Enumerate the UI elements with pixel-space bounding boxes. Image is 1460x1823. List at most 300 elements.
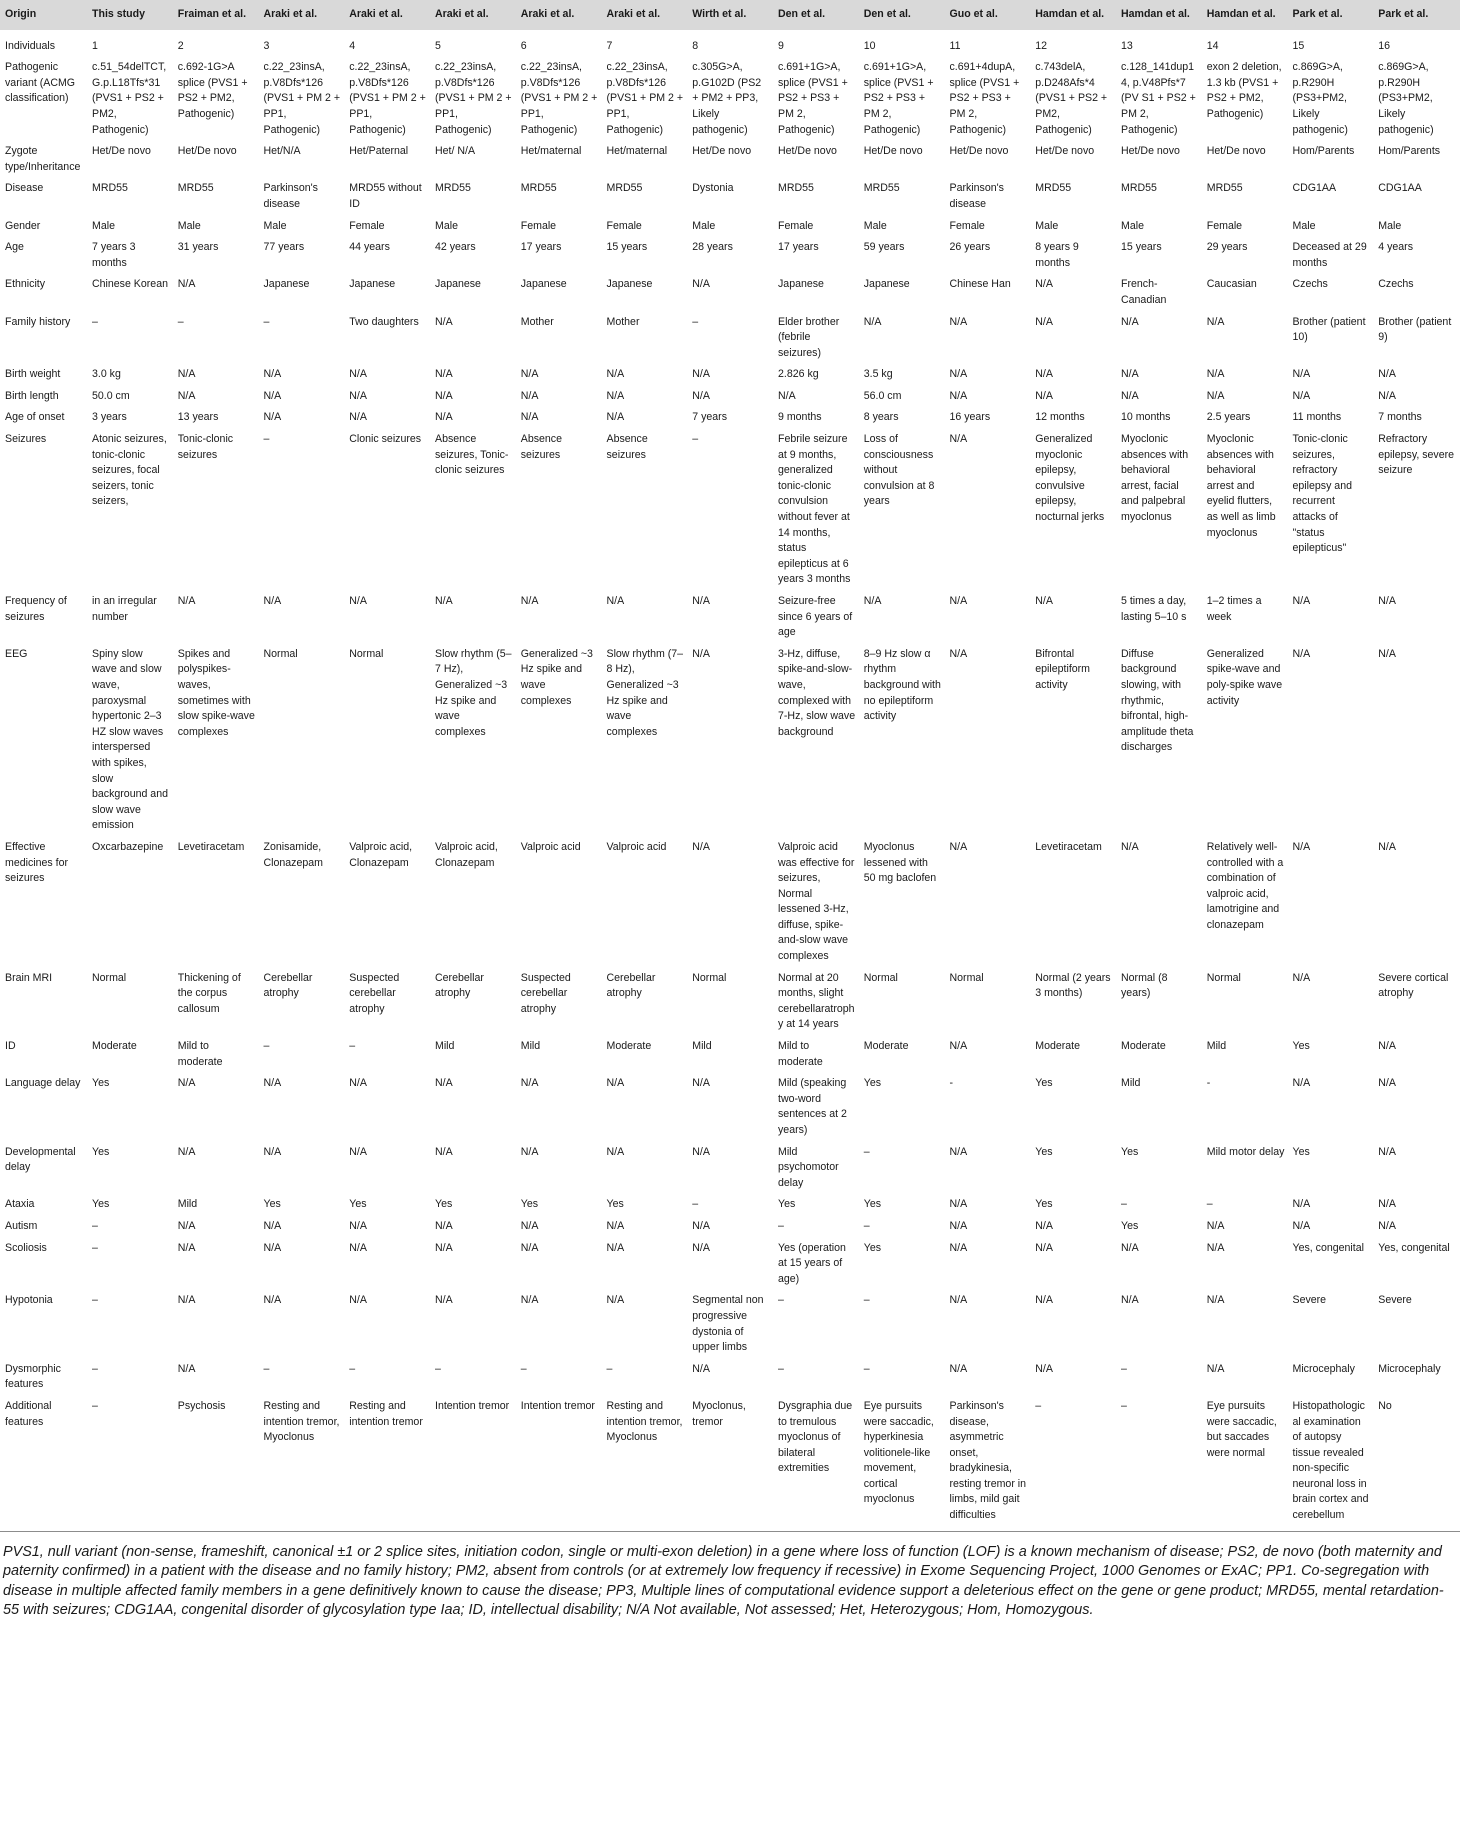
- table-cell: Normal: [949, 971, 984, 984]
- table-cell: 7: [606, 39, 613, 52]
- row-label: EEG: [5, 647, 28, 660]
- table-cell: N/A: [263, 1219, 282, 1232]
- table-cell: Mild: [1121, 1077, 1141, 1090]
- table-cell: Deceased at 29 months: [1292, 241, 1367, 269]
- table-cell: N/A: [606, 1241, 625, 1254]
- table-cell: MRD55: [606, 182, 643, 195]
- table-cell: –: [92, 1362, 98, 1375]
- table-cell: N/A: [949, 433, 968, 446]
- header-study-7: Araki et al.: [603, 0, 689, 30]
- table-cell: 31 years: [177, 241, 219, 254]
- table-cell: Het/De novo: [1206, 145, 1266, 158]
- table-cell: Histopathological examination of autopsy tissue revealed non-specific neuronal loss in brain cortex and cerebellum: [1292, 1399, 1369, 1522]
- table-row: [0, 1396, 1460, 1529]
- table-cell: MRD55 without ID: [349, 182, 422, 210]
- table-cell: Het/De novo: [863, 145, 923, 158]
- table-cell: –: [863, 1145, 870, 1158]
- table-cell: Valproic acid, Clonazepam: [435, 840, 498, 869]
- table-cell: N/A: [435, 1077, 453, 1090]
- table-cell: 7 years 3 months: [92, 241, 136, 269]
- table-cell: N/A: [520, 389, 539, 402]
- table-cell: N/A: [435, 368, 453, 381]
- table-cell: N/A: [692, 840, 710, 853]
- table-cell: Normal: [92, 971, 127, 984]
- table-cell: 44 years: [349, 241, 390, 254]
- table-cell: Mild: [520, 1040, 541, 1053]
- table-cell: N/A: [435, 595, 453, 607]
- table-cell: Moderate: [863, 1040, 909, 1053]
- row-label: Seizures: [5, 433, 47, 446]
- table-cell: Moderate: [92, 1040, 137, 1053]
- row-label: Pathogenic variant (ACMG classification): [5, 61, 76, 105]
- table-row: [0, 837, 1460, 968]
- table-cell: -: [949, 1077, 954, 1090]
- table-cell: Hom/Parents: [1292, 145, 1355, 158]
- table-cell: Brother (patient 9): [1378, 315, 1452, 344]
- table-cell: N/A: [1035, 368, 1053, 381]
- table-cell: N/A: [606, 1294, 625, 1307]
- table-cell: Febrile seizure at 9 months, generalized tonic-clonic convulsion without fever at 14 months, status epilepticus at 6 years 3 months: [778, 433, 851, 586]
- row-label: Scoliosis: [5, 1241, 47, 1254]
- table-cell: c.692-1G>A splice (PVS1 + PS2 + PM2, Pathogenic): [177, 61, 248, 120]
- table-cell: CDG1AA: [1378, 182, 1422, 195]
- table-bottom-rule: [0, 1531, 1460, 1532]
- table-cell: 8–9 Hz slow α rhythm background with no epileptiform activity: [863, 647, 941, 723]
- table-cell: Mild to moderate: [177, 1040, 223, 1068]
- table-cell: Yes: [1035, 1198, 1053, 1211]
- table-cell: Thickening of the corpus callosum: [177, 971, 241, 1015]
- table-cell: N/A: [435, 1241, 453, 1254]
- table-cell: Japanese: [435, 278, 481, 291]
- table-cell: Resting and intention tremor, Myoclonus: [606, 1399, 683, 1444]
- table-header-row: [0, 0, 1460, 30]
- table-cell: 8: [692, 39, 699, 52]
- header-study-4: Araki et al.: [345, 0, 431, 30]
- table-cell: 28 years: [692, 241, 733, 254]
- table-cell: Normal at 20 months, slight cerebellaratrophy at 14 years: [778, 971, 855, 1031]
- table-cell: Mild: [435, 1040, 455, 1053]
- table-cell: 56.0 cm: [863, 389, 902, 402]
- table-row: [0, 1290, 1460, 1358]
- row-label: Developmental delay: [5, 1145, 76, 1174]
- table-cell: –: [435, 1362, 441, 1375]
- table-cell: No: [1378, 1399, 1392, 1412]
- table-cell: Yes: [863, 1241, 882, 1254]
- table-cell: Mild: [1206, 1040, 1227, 1053]
- table-cell: –: [692, 1198, 699, 1211]
- table-cell: Mild to moderate: [778, 1040, 823, 1068]
- table-cell: N/A: [692, 389, 710, 402]
- table-row: [0, 1036, 1460, 1073]
- table-cell: 59 years: [863, 241, 905, 254]
- table-cell: N/A: [1292, 389, 1311, 402]
- table-cell: Dysgraphia due to tremulous myoclonus of bilateral extremities: [778, 1399, 853, 1475]
- table-cell: N/A: [1378, 1198, 1396, 1211]
- row-label: Birth weight: [5, 368, 61, 381]
- table-cell: N/A: [692, 595, 710, 607]
- table-cell: Czechs: [1378, 278, 1414, 291]
- table-cell: N/A: [349, 1145, 367, 1158]
- table-cell: N/A: [177, 368, 196, 381]
- table-cell: Diffuse background slowing, with rhythmic, bifrontal, high-amplitude theta discharges: [1121, 647, 1194, 754]
- header-study-3: Araki et al.: [260, 0, 346, 30]
- table-row: [0, 968, 1460, 1036]
- table-cell: c.22_23insA, p.V8Dfs*126 (PVS1 + PM 2 + PP1, Pathogenic): [520, 61, 598, 136]
- table-cell: N/A: [692, 1219, 710, 1232]
- table-cell: N/A: [435, 1145, 453, 1158]
- table-cell: –: [1121, 1399, 1127, 1412]
- table-cell: Het/De novo: [778, 145, 837, 158]
- table-cell: Mild motor delay: [1206, 1145, 1285, 1158]
- table-cell: N/A: [520, 368, 539, 381]
- table-cell: Female: [778, 219, 814, 232]
- table-cell: N/A: [863, 595, 882, 607]
- table-cell: Male: [692, 219, 716, 232]
- table-cell: 15: [1292, 39, 1305, 52]
- table-cell: 77 years: [263, 241, 305, 254]
- table-cell: N/A: [177, 389, 196, 402]
- row-label: Dysmorphic features: [5, 1362, 61, 1391]
- row-label: ID: [5, 1040, 16, 1053]
- table-cell: Zonisamide, Clonazepam: [263, 840, 323, 869]
- table-cell: Absence seizures: [606, 433, 648, 461]
- table-cell: N/A: [606, 411, 625, 424]
- table-cell: exon 2 deletion, 1.3 kb (PVS1 + PS2 + PM2, Pathogenic): [1206, 61, 1282, 120]
- table-cell: N/A: [435, 389, 453, 402]
- table-cell: Seizure-free since 6 years of age: [778, 595, 853, 639]
- table-cell: N/A: [349, 1294, 367, 1307]
- table-cell: MRD55: [1035, 182, 1072, 195]
- table-cell: Het/De novo: [1121, 145, 1180, 158]
- table-cell: Chinese Korean: [92, 278, 168, 291]
- table-cell: 11 months: [1292, 411, 1342, 424]
- table-cell: Japanese: [520, 278, 567, 291]
- table-cell: Yes: [1035, 1145, 1053, 1158]
- row-label: Disease: [5, 182, 44, 195]
- table-cell: Normal: [863, 971, 898, 984]
- table-cell: Yes, congenital: [1292, 1241, 1364, 1254]
- table-row: [0, 237, 1460, 274]
- table-cell: 7 years: [692, 411, 727, 424]
- table-cell: 17 years: [520, 241, 562, 254]
- table-cell: Bifrontal epileptiform activity: [1035, 647, 1091, 691]
- table-cell: N/A: [1035, 1362, 1053, 1375]
- table-cell: –: [92, 1294, 98, 1307]
- table-cell: N/A: [1206, 389, 1225, 402]
- table-cell: Absence seizures: [520, 433, 562, 461]
- table-cell: 3: [263, 39, 270, 52]
- table-cell: Generalized myoclonic epilepsy, convulsive epilepsy, nocturnal jerks: [1035, 433, 1105, 524]
- table-cell: Het/ N/A: [435, 145, 476, 158]
- table-cell: N/A: [1035, 1219, 1053, 1232]
- table-cell: Elder brother (febrile seizures): [778, 315, 840, 359]
- table-cell: Male: [435, 219, 458, 232]
- header-study-15: Park et al.: [1289, 0, 1375, 30]
- table-cell: -: [1206, 1077, 1211, 1090]
- table-cell: N/A: [1206, 368, 1225, 381]
- table-cell: N/A: [949, 389, 968, 402]
- table-cell: –: [1206, 1198, 1213, 1211]
- table-cell: N/A: [778, 389, 796, 402]
- table-cell: 9: [778, 39, 784, 52]
- table-cell: 1: [92, 39, 98, 52]
- table-cell: MRD55: [435, 182, 471, 195]
- table-cell: 29 years: [1206, 241, 1248, 254]
- table-cell: Yes: [1121, 1219, 1139, 1232]
- table-cell: N/A: [606, 595, 625, 607]
- table-cell: Het/De novo: [1035, 145, 1095, 158]
- table-cell: 4 years: [1378, 241, 1413, 254]
- table-cell: Resting and intention tremor, Myoclonus: [263, 1399, 340, 1444]
- table-cell: Yes: [778, 1198, 796, 1211]
- table-cell: N/A: [692, 647, 710, 660]
- table-cell: N/A: [692, 1241, 710, 1254]
- table-cell: N/A: [1121, 315, 1139, 328]
- table-footnote: PVS1, null variant (non-sense, frameshift, canonical ±1 or 2 splice sites, initiation codon, single or multi-exon deletion) in a gene where loss of function (LOF) is a known mechanism of disease; PS2, de novo (both maternity and paternity confirmed) in a patient with the disease and no family history; PM2, absent from controls (or at extremely low frequency if recessive) in Exome Sequencing Project, 1000 Genomes or ExAC; PP1. Co-segregation with disease in multiple affected family members in a gene definitively known to cause the disease; PP3, Multiple lines of computational evidence support a deleterious effect on the gene or gene product; MRD55, mental retardation-55 with seizures; CDG1AA, congenital disorder of glycosylation type Iaa; ID, intellectual disability; N/A Not available, Not assessed; Het, Heterozygous; Hom, Homozygous.: [3, 1543, 1444, 1619]
- table-cell: Yes: [349, 1198, 367, 1211]
- table-cell: Refractory epilepsy, severe seizure: [1378, 433, 1455, 477]
- table-cell: N/A: [949, 1294, 968, 1307]
- table-cell: Japanese: [778, 278, 824, 291]
- table-cell: N/A: [949, 1145, 968, 1158]
- table-cell: Microcephaly: [1378, 1362, 1441, 1375]
- table-cell: Generalized ~3 Hz spike and wave complexes: [520, 647, 593, 707]
- table-cell: 26 years: [949, 241, 991, 254]
- table-cell: Male: [263, 219, 287, 232]
- table-cell: N/A: [263, 1145, 282, 1158]
- row-label: Frequency of seizures: [5, 595, 67, 623]
- table-cell: 10: [863, 39, 876, 52]
- table-cell: c.22_23insA, p.V8Dfs*126 (PVS1 + PM 2 + PP1, Pathogenic): [349, 61, 426, 136]
- table-cell: N/A: [263, 389, 282, 402]
- table-cell: c.691+4dupA, splice (PVS1 + PS2 + PS3 + PM 2, Pathogenic): [949, 61, 1020, 136]
- table-cell: N/A: [1292, 368, 1311, 381]
- table-cell: N/A: [1035, 278, 1053, 291]
- table-cell: c.128_141dup14, p.V48Pfs*7 (PV S1 + PS2 + PM 2, Pathogenic): [1121, 61, 1196, 136]
- table-cell: N/A: [949, 315, 968, 328]
- table-cell: Caucasian: [1206, 278, 1257, 291]
- table-cell: Yes: [863, 1198, 882, 1211]
- row-label: Effective medicines for seizures: [5, 840, 68, 885]
- row-label: Age: [5, 241, 24, 254]
- table-cell: 11: [949, 39, 961, 52]
- table-cell: 15 years: [606, 241, 648, 254]
- table-cell: –: [263, 1362, 270, 1375]
- table-cell: Normal (8 years): [1121, 971, 1168, 1000]
- table-cell: Female: [1206, 219, 1243, 232]
- table-cell: Eye pursuits were saccadic, but saccades were normal: [1206, 1399, 1277, 1459]
- row-label: Gender: [5, 219, 41, 232]
- table-cell: 14: [1206, 39, 1219, 52]
- table-cell: Absence seizures, Tonic-clonic seizures: [435, 433, 509, 477]
- table-cell: Moderate: [1035, 1040, 1081, 1053]
- row-label: Zygote type/Inheritance: [5, 145, 81, 173]
- table-cell: Atonic seizures, tonic-clonic seizures, focal seizers, tonic seizers,: [92, 433, 167, 508]
- table-cell: Het/maternal: [520, 145, 582, 158]
- table-cell: N/A: [435, 315, 453, 328]
- table-row: [0, 1073, 1460, 1141]
- table-cell: Severe: [1378, 1294, 1412, 1307]
- table-row: [0, 386, 1460, 408]
- table-cell: N/A: [863, 315, 882, 328]
- table-cell: Suspected cerebellar atrophy: [349, 971, 400, 1015]
- table-cell: N/A: [349, 389, 367, 402]
- table-cell: –: [606, 1362, 613, 1375]
- row-label: Ethnicity: [5, 278, 46, 291]
- table-cell: Slow rhythm (7–8 Hz), Generalized ~3 Hz spike and wave complexes: [606, 647, 684, 738]
- table-cell: N/A: [435, 411, 453, 424]
- table-cell: Yes: [435, 1198, 453, 1211]
- table-cell: Dystonia: [692, 182, 734, 195]
- table-cell: N/A: [1121, 389, 1139, 402]
- table-cell: N/A: [1378, 368, 1396, 381]
- table-row: [0, 1359, 1460, 1396]
- table-cell: N/A: [1378, 1145, 1396, 1158]
- table-cell: Het/De novo: [177, 145, 237, 158]
- table-cell: Two daughters: [349, 315, 419, 328]
- table-cell: Yes: [92, 1077, 110, 1090]
- table-cell: in an irregular number: [92, 595, 157, 623]
- table-cell: Tonic-clonic seizures: [177, 433, 234, 461]
- table-cell: 1–2 times a week: [1206, 595, 1262, 623]
- table-cell: N/A: [1035, 1294, 1053, 1307]
- table-cell: N/A: [949, 368, 968, 381]
- table-cell: Loss of consciousness without convulsion at 8 years: [863, 433, 935, 508]
- table-cell: N/A: [177, 1145, 196, 1158]
- table-cell: Yes: [1292, 1040, 1310, 1053]
- table-cell: Severe: [1292, 1294, 1327, 1307]
- row-label: Individuals: [5, 39, 56, 52]
- table-row: [0, 644, 1460, 837]
- table-cell: N/A: [1035, 1241, 1053, 1254]
- header-study-1: This study: [88, 0, 174, 30]
- table-cell: c.691+1G>A, splice (PVS1 + PS2 + PS3 + PM 2, Pathogenic): [778, 61, 848, 136]
- table-cell: N/A: [606, 1077, 625, 1090]
- table-cell: Male: [92, 219, 115, 232]
- table-cell: –: [778, 1294, 784, 1307]
- table-cell: N/A: [1292, 647, 1311, 660]
- table-cell: N/A: [177, 1362, 196, 1375]
- table-cell: N/A: [263, 1294, 282, 1307]
- table-row: [0, 178, 1460, 215]
- table-cell: Mother: [606, 315, 640, 328]
- table-cell: 10 months: [1121, 411, 1171, 424]
- table-cell: Relatively well-controlled with a combination of valproic acid, lamotrigine and clonazepam: [1206, 840, 1284, 931]
- table-cell: N/A: [263, 595, 282, 607]
- table-cell: Yes: [1292, 1145, 1310, 1158]
- header-study-6: Araki et al.: [517, 0, 603, 30]
- table-row: [0, 1142, 1460, 1195]
- table-cell: Severe cortical atrophy: [1378, 971, 1449, 1000]
- table-cell: –: [863, 1219, 870, 1232]
- table-cell: Chinese Han: [949, 278, 1011, 291]
- row-label: Birth length: [5, 389, 59, 402]
- table-cell: Yes: [606, 1198, 624, 1211]
- table-cell: N/A: [1292, 1198, 1311, 1211]
- table-cell: N/A: [1035, 595, 1053, 607]
- table-cell: Intention tremor: [520, 1399, 595, 1412]
- table-row: [0, 591, 1460, 644]
- table-cell: N/A: [1378, 1077, 1396, 1090]
- table-cell: Cerebellar atrophy: [263, 971, 313, 1000]
- table-cell: N/A: [949, 1198, 968, 1211]
- table-cell: –: [177, 315, 184, 328]
- table-cell: N/A: [949, 595, 968, 607]
- table-cell: 2.5 years: [1206, 411, 1251, 424]
- table-cell: MRD55: [1206, 182, 1243, 195]
- table-cell: Normal (2 years 3 months): [1035, 971, 1111, 1000]
- table-cell: N/A: [1206, 1241, 1225, 1254]
- table-cell: –: [263, 433, 270, 446]
- table-cell: Yes, congenital: [1378, 1241, 1450, 1254]
- table-cell: 4: [349, 39, 356, 52]
- table-cell: Oxcarbazepine: [92, 840, 164, 853]
- table-cell: Japanese: [606, 278, 653, 291]
- table-cell: 12: [1035, 39, 1048, 52]
- table-cell: MRD55: [520, 182, 557, 195]
- table-cell: N/A: [1206, 1219, 1225, 1232]
- table-cell: Het/Paternal: [349, 145, 409, 158]
- table-cell: 6: [520, 39, 527, 52]
- table-row: [0, 274, 1460, 311]
- table-cell: 3.5 kg: [863, 368, 893, 381]
- table-cell: Het/De novo: [92, 145, 151, 158]
- table-cell: 5 times a day, lasting 5–10 s: [1121, 595, 1187, 623]
- table-cell: Male: [177, 219, 201, 232]
- table-cell: N/A: [1121, 1241, 1139, 1254]
- table-cell: Parkinson's disease: [263, 182, 318, 210]
- table-cell: Czechs: [1292, 278, 1328, 291]
- table-cell: Parkinson's disease, asymmetric onset, bradykinesia, resting tremor in limbs, mild gait difficulties: [949, 1399, 1027, 1522]
- table-cell: Valproic acid, Clonazepam: [349, 840, 413, 869]
- table-row: [0, 1238, 1460, 1291]
- table-cell: Het/De novo: [949, 145, 1009, 158]
- table-cell: 7 months: [1378, 411, 1422, 424]
- header-study-2: Fraiman et al.: [174, 0, 260, 30]
- table-cell: N/A: [692, 278, 710, 291]
- header-study-16: Park et al.: [1374, 0, 1460, 30]
- table-cell: N/A: [949, 1241, 968, 1254]
- table-cell: Hom/Parents: [1378, 145, 1441, 158]
- table-cell: N/A: [1292, 971, 1311, 984]
- table-row: [0, 141, 1460, 178]
- table-cell: N/A: [1206, 1294, 1225, 1307]
- table-cell: Slow rhythm (5–7 Hz), Generalized ~3 Hz spike and wave complexes: [435, 647, 512, 738]
- table-cell: N/A: [349, 1241, 367, 1254]
- table-cell: N/A: [520, 1219, 539, 1232]
- table-cell: 17 years: [778, 241, 819, 254]
- table-cell: N/A: [1378, 840, 1396, 853]
- table-cell: Eye pursuits were saccadic, hyperkinesia volitionele-like movement, cortical myoclonus: [863, 1399, 934, 1506]
- table-cell: N/A: [349, 595, 367, 607]
- table-cell: 9 months: [778, 411, 822, 424]
- table-cell: Female: [606, 219, 642, 232]
- table-cell: c.51_54delTCT, G.p.L18Tfs*31 (PVS1 + PS2 + PM2, Pathogenic): [92, 61, 167, 136]
- table-cell: MRD55: [92, 182, 128, 195]
- table-cell: Levetiracetam: [177, 840, 245, 853]
- table-cell: MRD55: [863, 182, 900, 195]
- table-cell: –: [778, 1219, 784, 1232]
- table-cell: N/A: [1035, 389, 1053, 402]
- table-cell: –: [692, 433, 699, 446]
- row-label: Language delay: [5, 1077, 81, 1090]
- table-cell: Generalized spike-wave and poly-spike wave activity: [1206, 647, 1283, 707]
- table-cell: Male: [863, 219, 887, 232]
- table-cell: 8 years 9 months: [1035, 241, 1079, 269]
- table-row: [0, 1194, 1460, 1216]
- row-label: Brain MRI: [5, 971, 53, 984]
- table-cell: Suspected cerebellar atrophy: [520, 971, 571, 1015]
